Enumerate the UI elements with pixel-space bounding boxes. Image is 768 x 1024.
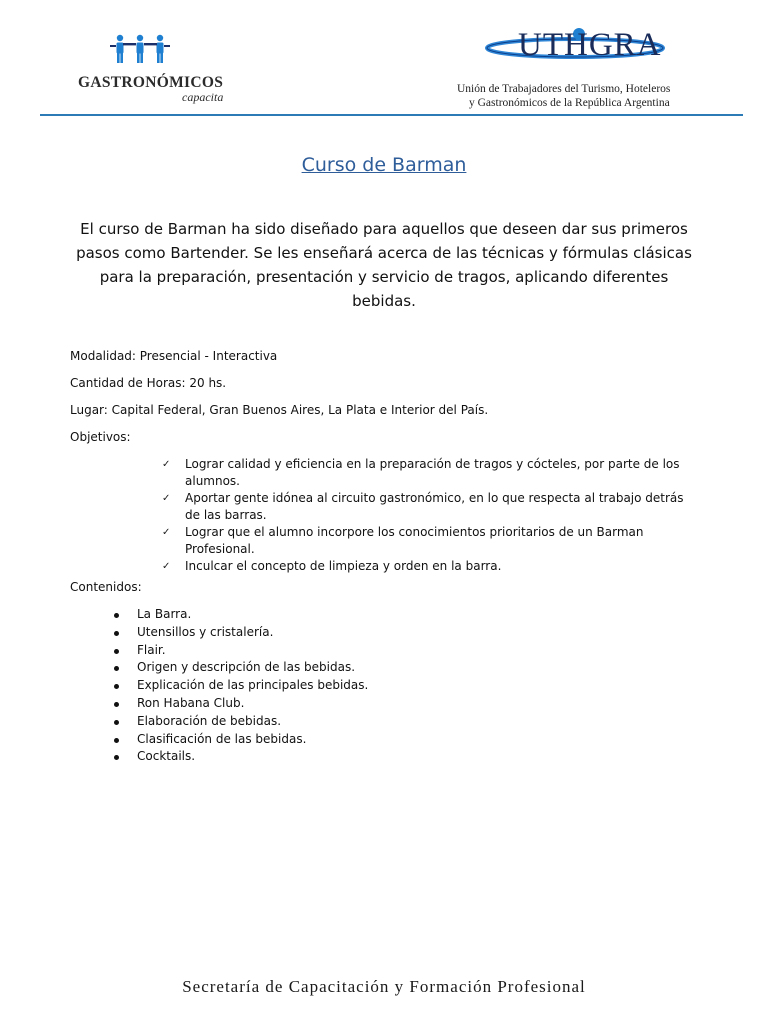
uthgra-subtitle-line2: y Gastronómicos de la República Argentina	[469, 97, 670, 109]
list-item-text: Ron Habana Club.	[137, 695, 245, 710]
modalidad-line: Modalidad: Presencial - Interactiva	[70, 349, 278, 363]
list-item	[114, 659, 514, 677]
gastronomicos-name: GASTRONÓMICOS	[78, 74, 224, 91]
list-item	[114, 695, 514, 713]
contenidos-heading: Contenidos:	[70, 580, 142, 594]
objetivos-heading: Objetivos:	[70, 430, 131, 444]
list-item-text: Utensillos y cristalería.	[137, 624, 274, 639]
list-item-text: Inculcar el concepto de limpieza y orden en la barra.	[185, 559, 502, 573]
lugar-line: Lugar: Capital Federal, Gran Buenos Aires, La Plata e Interior del País.	[70, 403, 489, 417]
list-item-text: Flair.	[137, 642, 166, 657]
list-item	[162, 524, 702, 558]
list-item-text: Lograr calidad y eficiencia en la preparación de tragos y cócteles, por parte de los alumnos.	[185, 457, 680, 488]
bullet-icon	[114, 684, 119, 689]
list-item	[162, 490, 702, 524]
list-item-text: Elaboración de bebidas.	[137, 713, 282, 728]
list-item	[114, 606, 514, 624]
uthgra-subtitle-line1: Unión de Trabajadores del Turismo, Hoteleros	[457, 83, 671, 95]
contenidos-list	[114, 606, 514, 766]
uthgra-logo	[457, 26, 700, 116]
bullet-icon	[114, 720, 119, 725]
header-divider	[40, 114, 743, 116]
bullet-icon	[114, 738, 119, 743]
list-item	[114, 713, 514, 731]
list-item	[114, 748, 514, 766]
waiters-logo-icon	[110, 34, 170, 68]
list-item-text: Aportar gente idónea al circuito gastronómico, en lo que respecta al trabajo detrás de las barras.	[185, 491, 684, 522]
checkmark-icon: ✓	[162, 561, 171, 572]
list-item	[114, 642, 514, 660]
gastronomicos-logo	[78, 34, 248, 104]
objetivos-list	[162, 456, 702, 575]
checkmark-icon: ✓	[162, 493, 171, 504]
gastronomicos-tagline: capacita	[182, 90, 224, 104]
horas-line: Cantidad de Horas: 20 hs.	[70, 376, 227, 390]
list-item	[114, 624, 514, 642]
uthgra-wordmark: UTHGRA	[518, 27, 662, 63]
list-item-text: Clasificación de las bebidas.	[137, 731, 307, 746]
bullet-icon	[114, 613, 119, 618]
list-item	[114, 731, 514, 749]
bullet-icon	[114, 666, 119, 671]
list-item-text: Lograr que el alumno incorpore los conocimientos prioritarios de un Barman Profesional.	[185, 525, 644, 556]
bullet-icon	[114, 755, 119, 760]
page-title: Curso de Barman	[301, 154, 467, 176]
list-item-text: Origen y descripción de las bebidas.	[137, 660, 356, 675]
bullet-icon	[114, 702, 119, 707]
list-item	[162, 558, 702, 575]
list-item	[114, 677, 514, 695]
bullet-icon	[114, 631, 119, 636]
list-item-text: Cocktails.	[137, 749, 196, 764]
bullet-icon	[114, 649, 119, 654]
intro-paragraph: El curso de Barman ha sido diseñado para aquellos que deseen dar sus primeros pasos como Bartender. Se les enseñará acerca de las técnicas y fórmulas clásicas para la preparación, presentación y servicio de tragos, aplicando diferentes bebidas.	[76, 220, 692, 310]
list-item-text: La Barra.	[137, 607, 192, 621]
checkmark-icon: ✓	[162, 527, 171, 538]
checkmark-icon: ✓	[162, 459, 171, 470]
list-item-text: Explicación de las principales bebidas.	[137, 678, 369, 693]
footer-text: Secretaría de Capacitación y Formación Profesional	[182, 977, 586, 996]
list-item	[162, 456, 702, 490]
